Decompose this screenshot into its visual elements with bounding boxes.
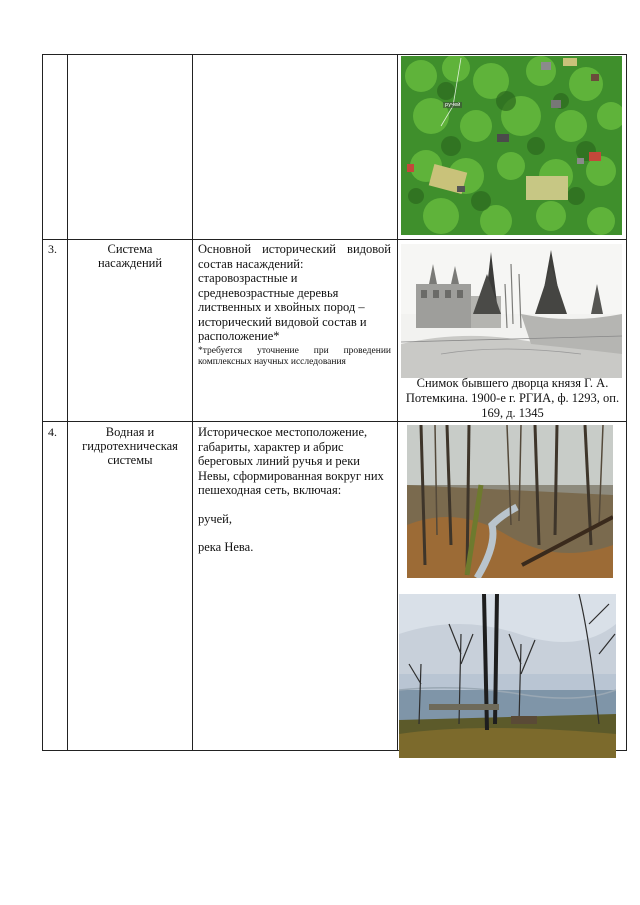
description-note: *требуется уточнение при проведении комплексных научных исследования — [198, 345, 391, 367]
palace-photo-caption: Снимок бывшего дворца князя Г. А. Потемкина. 1900-е г. РГИА, ф. 1293, оп. 169, д. 1345 — [405, 376, 620, 420]
palace-photo — [401, 244, 622, 378]
row-number: 3. — [48, 242, 57, 256]
stream-photo — [407, 425, 613, 578]
aerial-label: ручей — [445, 102, 461, 108]
table-col-divider-1 — [67, 54, 68, 751]
table-border-right — [626, 54, 627, 751]
element-description — [198, 242, 391, 368]
river-photo — [399, 594, 616, 758]
description-line: Основной исторический видовой состав насаждений: — [198, 242, 391, 271]
element-description — [198, 425, 391, 555]
row-divider-1 — [42, 239, 627, 240]
row-divider-2 — [42, 421, 627, 422]
element-name: Система насаждений — [97, 242, 163, 270]
description-line: Историческое местоположение, габариты, характер и абрис береговых линий ручья и реки Невы, сформированная вокруг них пешеходная сеть, включая: — [198, 425, 384, 497]
table-col-divider-3 — [397, 54, 398, 751]
description-line: река Нева. — [198, 540, 254, 554]
table-col-divider-2 — [192, 54, 193, 751]
aerial-photo — [401, 56, 622, 235]
description-line: старовозрастные и средневозрастные деревья лиственных и хвойных пород – исторический видовой состав и расположение* — [198, 271, 367, 343]
element-name: Водная и гидротехническая системы — [82, 425, 178, 467]
table-border-left — [42, 54, 43, 751]
description-line: ручей, — [198, 511, 232, 526]
table-border-top — [42, 54, 627, 55]
row-number: 4. — [48, 425, 57, 439]
